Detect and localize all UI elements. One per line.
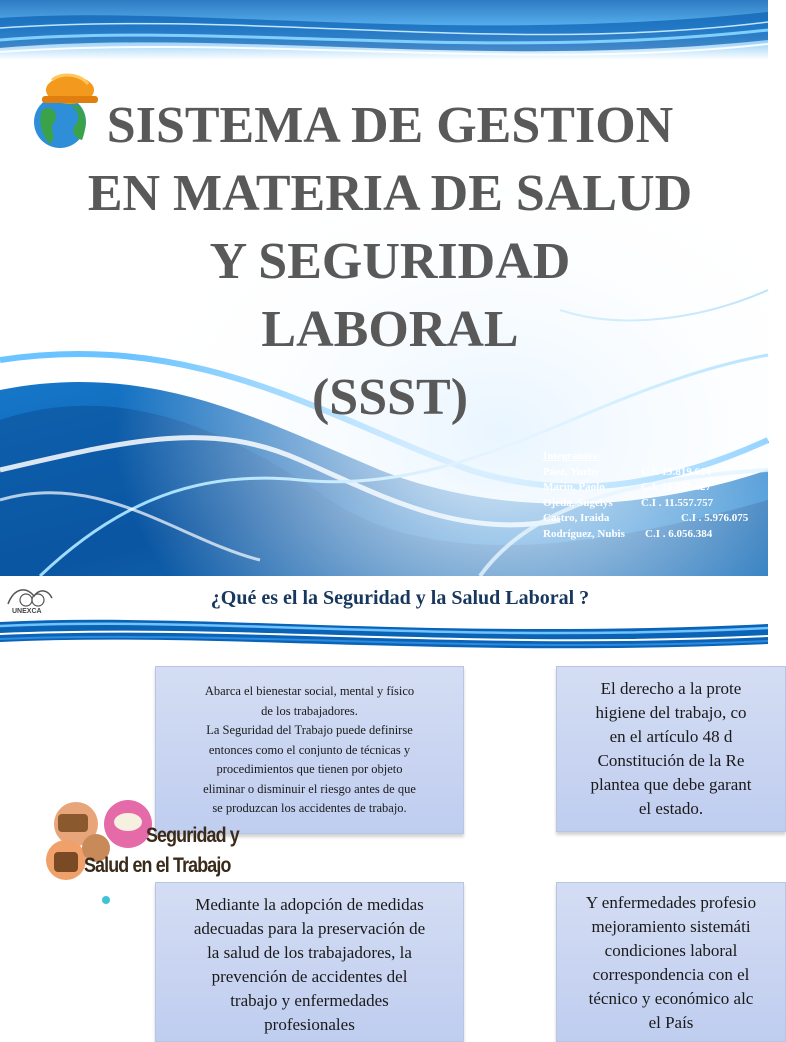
presentation-title: [30, 92, 750, 432]
member-ci: C.I. 19.819.614: [641, 465, 711, 478]
box-line: en el artículo 48 d: [609, 727, 733, 746]
box-line: profesionales: [264, 1015, 355, 1034]
member-row: [543, 480, 765, 496]
box-line: Mediante la adopción de medidas: [195, 895, 424, 914]
title-line: EN MATERIA DE SALUD: [87, 165, 693, 222]
member-name: Marín, Paolo: [543, 481, 605, 493]
unexca-logo: [4, 584, 54, 620]
content-slide: [0, 576, 768, 1034]
box-line: Constitución de la Re: [597, 751, 745, 770]
box-line: Abarca el bienestar social, mental y físico: [204, 684, 415, 698]
box-line: eliminar o disminuir el riesgo antes de que: [203, 781, 416, 796]
unexca-emblem-icon: [4, 584, 54, 610]
members-list: [543, 449, 765, 542]
title-line: (SSST): [311, 369, 469, 426]
measures-box: [155, 882, 464, 1042]
member-ci: C.I . 6.056.384: [645, 527, 713, 540]
box-line: condiciones laboral: [604, 941, 738, 960]
right-info-box: [556, 666, 786, 832]
box-line: procedimientos que tienen por objeto: [216, 762, 403, 776]
box-line: plantea que debe garant: [590, 775, 752, 794]
member-name: Castro, Iraida: [543, 512, 610, 524]
title-line: LABORAL: [261, 301, 519, 358]
member-ci: C.I . 11.557.757: [641, 496, 714, 509]
logo-caption-line2: Salud en el Trabajo: [84, 854, 231, 877]
box-line: El derecho a la prote: [600, 679, 742, 698]
box-line: se produzcan los accidentes de trabajo.: [212, 801, 407, 815]
member-row: [543, 496, 765, 512]
member-row: [543, 465, 765, 481]
diseases-box: [556, 882, 786, 1042]
member-name: Rodríguez, Nubis: [543, 527, 625, 540]
member-name: Páez, Yurby: [543, 465, 600, 478]
member-row: [543, 511, 765, 527]
member-ci: C.I. 15.757.427: [641, 481, 711, 493]
box-line: de los trabajadores.: [261, 703, 358, 718]
box-line: técnico y económico alc: [588, 989, 754, 1008]
box-line: higiene del trabajo, co: [595, 703, 747, 722]
box-line: trabajo y enfermedades: [230, 991, 389, 1010]
member-ci: C.I . 5.976.075: [681, 512, 749, 524]
box-line: mejoramiento sistemáti: [591, 917, 751, 936]
box-line: La Seguridad del Trabajo puede definirse: [206, 723, 413, 737]
slide-question: ¿Qué es el la Seguridad y la Salud Laboral ?: [210, 587, 590, 609]
box-line: entonces como el conjunto de técnicas y: [208, 742, 411, 757]
box-line: el estado.: [638, 799, 704, 818]
logo-caption-line1: Seguridad y: [146, 824, 239, 847]
box-line: prevención de accidentes del: [211, 967, 408, 986]
member-name: Ojeda, Sugelys: [543, 496, 613, 509]
title-line: SISTEMA DE GESTION: [106, 97, 674, 154]
members-heading: Integrantes:: [543, 450, 601, 462]
box-line: el País: [648, 1013, 694, 1032]
box-line: adecuadas para la preservación de: [193, 919, 426, 938]
unexca-text: UNEXCA: [12, 608, 42, 615]
box-line: Y enfermedades profesio: [585, 893, 757, 912]
member-row: [543, 527, 765, 543]
safety-icons-cluster-icon: [36, 796, 156, 908]
box-line: la salud de los trabajadores, la: [207, 943, 412, 962]
title-line: Y SEGURIDAD: [209, 233, 571, 290]
box-line: correspondencia con el: [592, 965, 750, 984]
